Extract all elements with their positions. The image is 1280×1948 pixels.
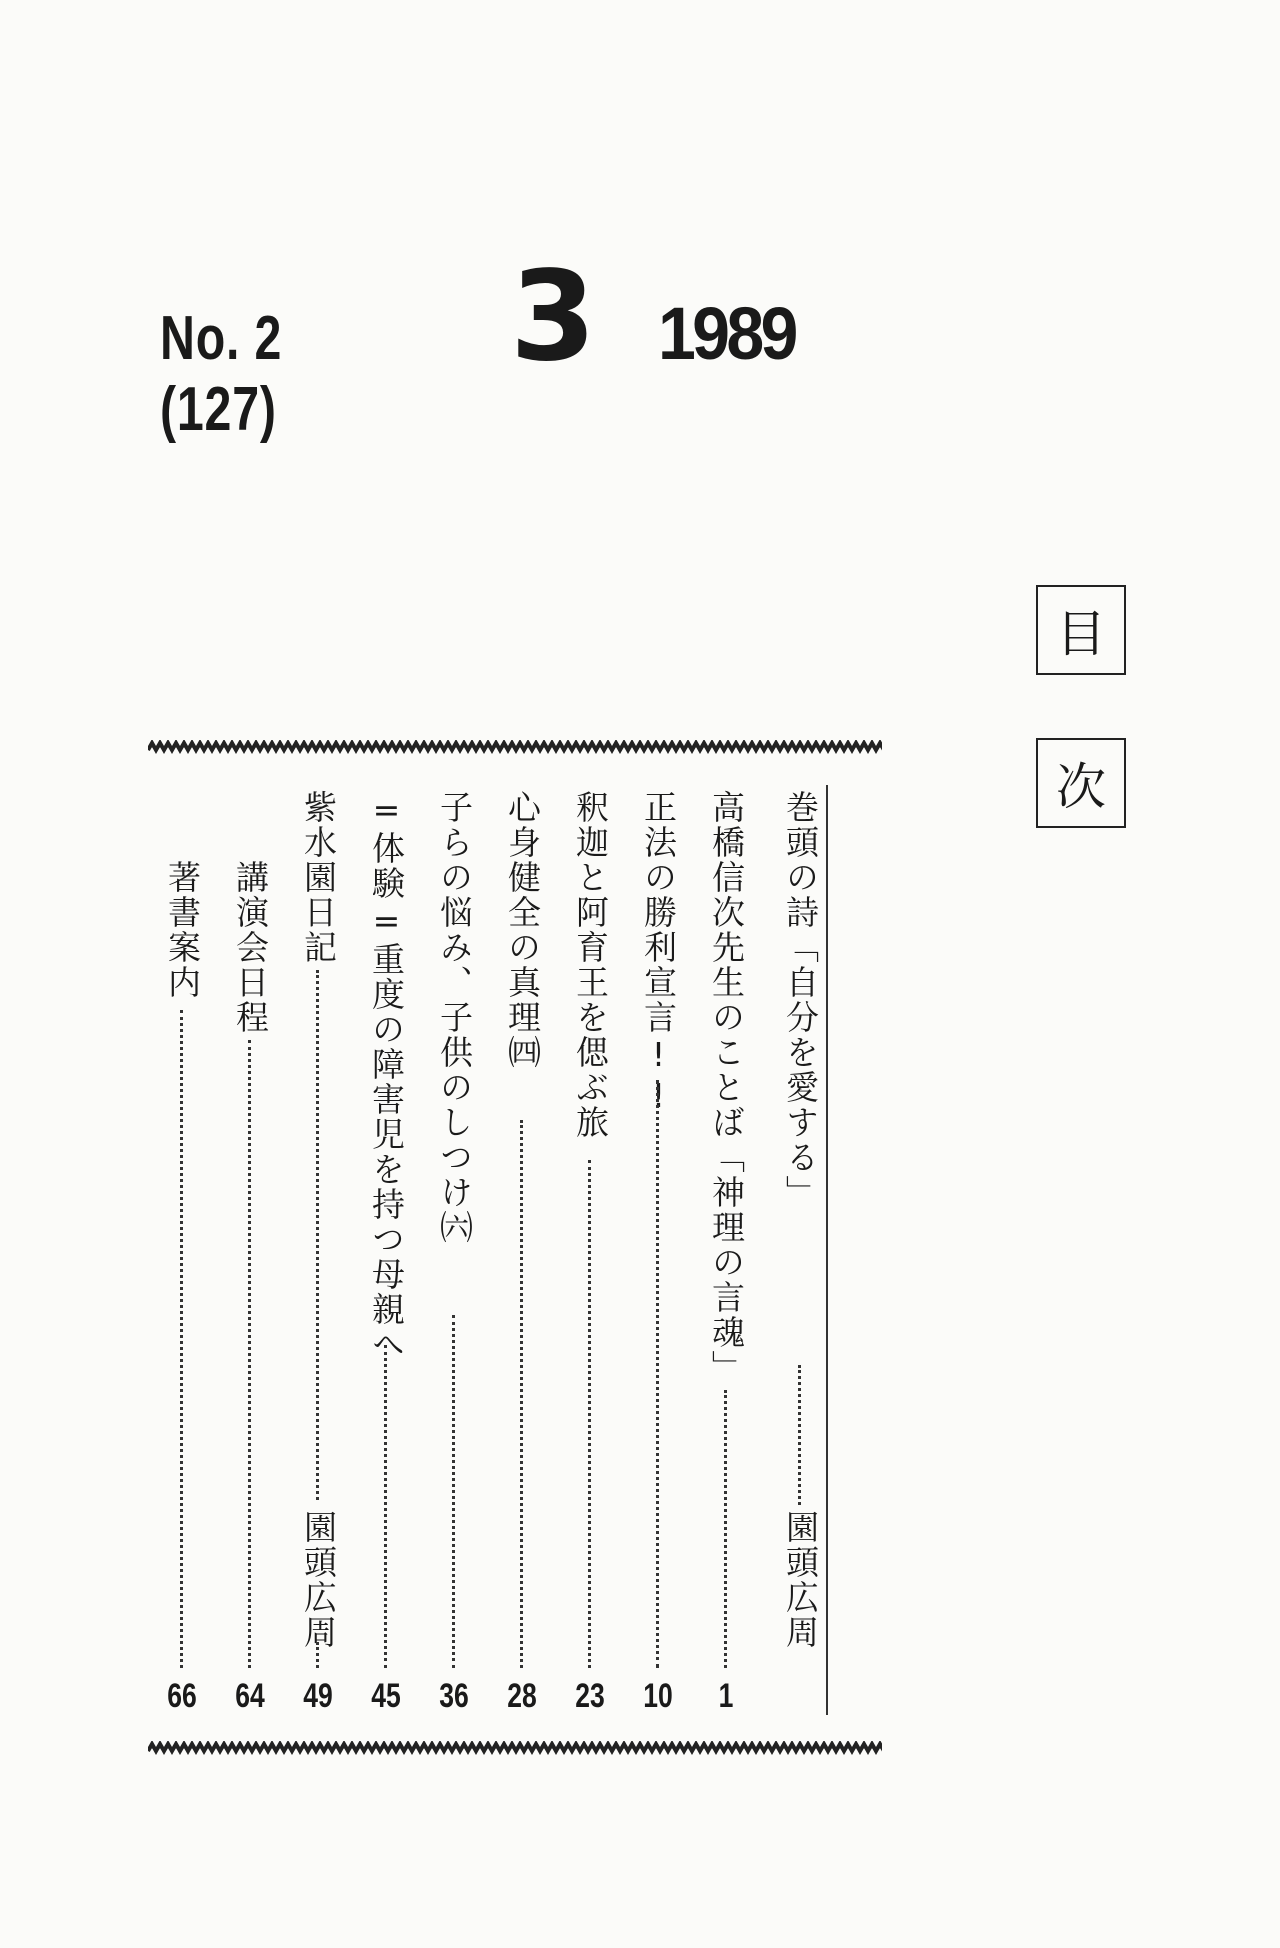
toc-entry-title: 講演会日程 (231, 860, 270, 1035)
toc-entry-page: 23 (575, 1677, 605, 1715)
issue-header (160, 245, 807, 444)
toc-entry-page: 49 (303, 1677, 333, 1715)
toc-entry-title: 巻頭の詩「自分を愛する」 (781, 790, 820, 1210)
toc-leader-dots (588, 1160, 591, 1668)
toc-entry-page: 66 (167, 1677, 197, 1715)
toc-entry[interactable] (704, 790, 748, 1720)
toc-leader-dots (520, 1120, 523, 1668)
toc-entry-author: 園頭広周 (299, 1510, 338, 1650)
toc-entry[interactable] (636, 790, 680, 1720)
toc-entry[interactable] (364, 790, 408, 1720)
toc-entry[interactable] (778, 790, 822, 1720)
toc-label-char-1: 目 (1036, 585, 1126, 675)
issue-year: 1989 (658, 292, 796, 375)
toc-entry-page: 64 (235, 1677, 265, 1715)
toc-entry[interactable] (568, 790, 612, 1720)
toc-entry-page: 28 (507, 1677, 537, 1715)
toc-leader-dots (180, 1010, 183, 1668)
toc-leader-dots (724, 1390, 727, 1668)
toc-entry-title: 正法の勝利宣言!! (639, 790, 678, 1117)
toc-entry-author: 園頭広周 (781, 1510, 820, 1650)
toc-entry-title: 釈迦と阿育王を偲ぶ旅 (571, 790, 610, 1140)
toc-leader-dots (248, 1040, 251, 1668)
toc-divider-line (826, 785, 828, 1715)
toc-leader-dots (384, 1345, 387, 1668)
toc-entry-page: 1 (718, 1677, 734, 1715)
toc-entry-title: 紫水園日記 (299, 790, 338, 965)
toc-label-char-2: 次 (1036, 738, 1126, 828)
top-wavy-border (148, 740, 882, 754)
toc-entry[interactable] (500, 790, 544, 1720)
toc-entry[interactable] (160, 860, 204, 1790)
issue-number: No. 2 (127) (160, 304, 283, 444)
toc-entry[interactable] (296, 790, 340, 1720)
toc-entry[interactable] (432, 790, 476, 1720)
toc-entry-page: 45 (371, 1677, 401, 1715)
toc-entry-title: =体験=重度の障害児を持つ母親へ (367, 790, 406, 1362)
toc-leader-dots (452, 1315, 455, 1668)
toc-leader-dots (798, 1365, 801, 1505)
issue-month: 3 (510, 245, 597, 389)
toc-entry-page: 10 (643, 1677, 673, 1715)
toc-entry-title: 高橋信次先生のことば「神理の言魂」 (707, 790, 746, 1385)
toc-leader-dots (316, 1642, 319, 1668)
toc-entry-title: 心身健全の真理㈣ (503, 790, 542, 1070)
toc-entry-page: 36 (439, 1677, 469, 1715)
toc-entry-title: 子らの悩み、子供のしつけ㈥ (435, 790, 474, 1245)
toc-leader-dots (656, 1080, 659, 1668)
toc-leader-dots (316, 970, 319, 1500)
toc-entry-title: 著書案内 (163, 860, 202, 1000)
toc-entry[interactable] (228, 860, 272, 1790)
